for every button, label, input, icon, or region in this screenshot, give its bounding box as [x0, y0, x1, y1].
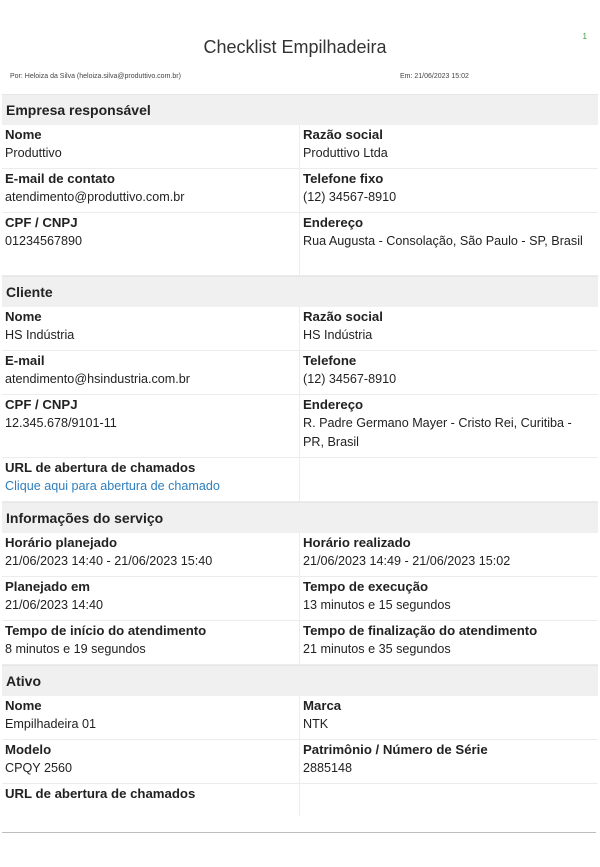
field-value: 21 minutos e 35 segundos — [303, 642, 451, 656]
field-nome — [2, 696, 299, 739]
section-title: Cliente — [2, 276, 598, 307]
document-meta — [10, 73, 590, 80]
field-value: 21/06/2023 14:40 — [5, 598, 104, 612]
field-tempo-execucao — [299, 577, 596, 620]
field-row — [2, 696, 598, 740]
page-number: 1 — [582, 32, 587, 41]
field-label: Tempo de finalização do atendimento — [303, 623, 538, 638]
section-empresa — [2, 94, 598, 276]
field-value: 21/06/2023 14:40 - 21/06/2023 15:40 — [5, 554, 213, 568]
field-cpf-cnpj — [2, 395, 299, 457]
field-row — [2, 395, 598, 458]
field-label: Horário realizado — [303, 535, 411, 550]
field-label: Endereço — [303, 215, 364, 230]
field-label: Endereço — [303, 397, 364, 412]
field-value: 01234567890 — [5, 234, 83, 248]
field-label: Nome — [5, 127, 42, 142]
field-label: Horário planejado — [5, 535, 118, 550]
empty-cell — [299, 784, 596, 816]
field-label: Patrimônio / Número de Série — [303, 742, 488, 757]
open-ticket-link[interactable]: Clique aqui para abertura de chamado — [5, 479, 220, 493]
section-ativo — [2, 665, 598, 816]
field-value: 2885148 — [303, 761, 353, 775]
field-value: CPQY 2560 — [5, 761, 72, 775]
field-razao-social — [299, 125, 596, 168]
field-value: atendimento@hsindustria.com.br — [5, 372, 190, 386]
field-row — [2, 307, 598, 351]
field-label: URL de abertura de chamados — [5, 786, 196, 801]
field-marca — [299, 696, 596, 739]
field-cpf-cnpj — [2, 213, 299, 275]
field-value: atendimento@produttivo.com.br — [5, 190, 185, 204]
field-label: Nome — [5, 309, 42, 324]
date-line: Em: 21/06/2023 15:02 — [400, 73, 469, 80]
field-endereco — [299, 395, 596, 457]
field-email — [2, 169, 299, 212]
field-tempo-inicio — [2, 621, 299, 664]
field-url-chamados — [2, 784, 299, 816]
field-value: 12.345.678/9101-11 — [5, 416, 117, 430]
field-telefone — [299, 351, 596, 394]
field-nome — [2, 125, 299, 168]
field-value: (12) 34567-8910 — [303, 372, 397, 386]
field-label: E-mail — [5, 353, 45, 368]
field-value: Produttivo Ltda — [303, 146, 388, 160]
field-row — [2, 533, 598, 577]
field-row — [2, 740, 598, 784]
page-footer-divider — [2, 832, 596, 833]
field-patrimonio — [299, 740, 596, 783]
field-row — [2, 784, 598, 816]
field-label: Tempo de execução — [303, 579, 429, 594]
field-label: Telefone — [303, 353, 357, 368]
field-label: Telefone fixo — [303, 171, 384, 186]
section-cliente — [2, 276, 598, 502]
section-title: Ativo — [2, 665, 598, 696]
field-row — [2, 577, 598, 621]
field-label: CPF / CNPJ — [5, 215, 78, 230]
field-label: CPF / CNPJ — [5, 397, 78, 412]
field-value: 13 minutos e 15 segundos — [303, 598, 451, 612]
field-value: NTK — [303, 717, 329, 731]
field-value: HS Indústria — [5, 328, 75, 342]
field-row — [2, 213, 598, 276]
field-value: Empilhadeira 01 — [5, 717, 97, 731]
section-title: Empresa responsável — [2, 94, 598, 125]
field-value: Rua Augusta - Consolação, São Paulo - SP, Brasil — [303, 234, 583, 248]
field-label: URL de abertura de chamados — [5, 460, 196, 475]
field-label: Tempo de início do atendimento — [5, 623, 207, 638]
field-razao-social — [299, 307, 596, 350]
field-endereco — [299, 213, 596, 275]
field-value: HS Indústria — [303, 328, 373, 342]
field-row — [2, 458, 598, 502]
field-horario-planejado — [2, 533, 299, 576]
field-value: Produttivo — [5, 146, 62, 160]
field-value: 8 minutos e 19 segundos — [5, 642, 146, 656]
section-servico — [2, 502, 598, 665]
field-label: Nome — [5, 698, 42, 713]
empty-cell — [299, 458, 596, 501]
field-row — [2, 169, 598, 213]
field-tempo-finalizacao — [299, 621, 596, 664]
field-value: (12) 34567-8910 — [303, 190, 397, 204]
field-value: R. Padre Germano Mayer - Cristo Rei, Curitiba - PR, Brasil — [303, 416, 572, 449]
checklist-document — [2, 94, 598, 816]
author-line: Por: Heloiza da Silva (heloiza.silva@produttivo.com.br) — [10, 73, 181, 80]
field-label: Razão social — [303, 309, 383, 324]
section-title: Informações do serviço — [2, 502, 598, 533]
field-horario-realizado — [299, 533, 596, 576]
field-value: 21/06/2023 14:49 - 21/06/2023 15:02 — [303, 554, 511, 568]
field-label: Planejado em — [5, 579, 91, 594]
field-row — [2, 351, 598, 395]
field-label: Modelo — [5, 742, 52, 757]
field-label: E-mail de contato — [5, 171, 115, 186]
field-telefone — [299, 169, 596, 212]
field-email — [2, 351, 299, 394]
page-title: Checklist Empilhadeira — [203, 37, 387, 57]
field-row — [2, 621, 598, 665]
field-label: Razão social — [303, 127, 383, 142]
field-label: Marca — [303, 698, 342, 713]
field-row — [2, 125, 598, 169]
field-url-chamados — [2, 458, 299, 501]
field-modelo — [2, 740, 299, 783]
field-nome — [2, 307, 299, 350]
field-planejado-em — [2, 577, 299, 620]
